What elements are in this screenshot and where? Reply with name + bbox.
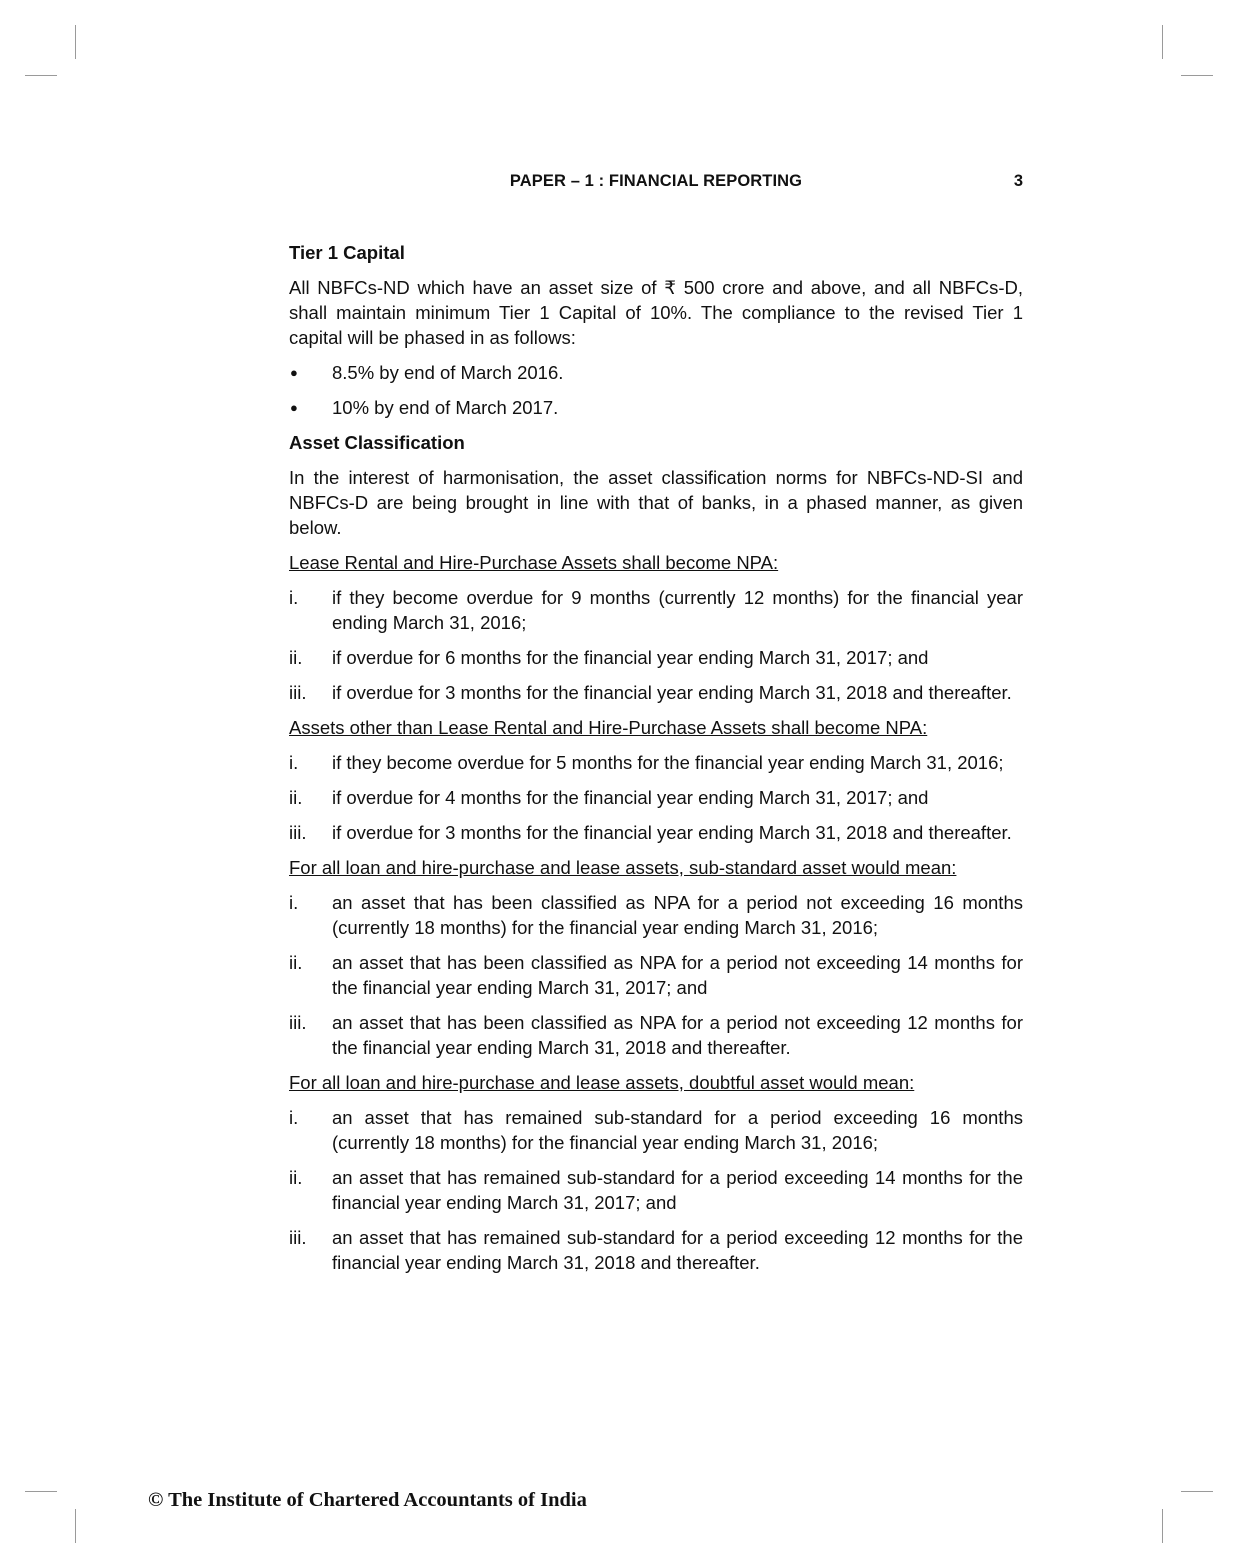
bullet-item [289,360,1023,385]
asset-classification-paragraph: In the interest of harmonisation, the asset classification norms for NBFCs-ND-SI and NBFCs-D are being brought in line with that of banks, in a phased manner, as given below. [289,467,1023,538]
crop-mark [75,25,76,59]
list-marker: ii. [289,952,303,973]
list-marker: i. [289,587,299,608]
list-item [289,950,1023,1000]
list-item [289,820,1023,845]
section-heading-asset-classification: Asset Classification [289,432,465,453]
crop-mark [25,75,57,76]
list-item [289,750,1023,775]
crop-mark [75,1509,76,1543]
bullet-item [289,395,1023,420]
bullet-text: 8.5% by end of March 2016. [332,362,564,383]
list-item-text: if overdue for 4 months for the financial year ending March 31, 2017; and [332,787,929,808]
page-body [289,240,1023,1285]
list-item-text: an asset that has remained sub-standard for a period exceeding 12 months for the financial year ending March 31, 2018 and thereafter. [332,1227,1023,1273]
list-item-text: if overdue for 3 months for the financial year ending March 31, 2018 and thereafter. [332,682,1012,703]
bullet-text: 10% by end of March 2017. [332,397,559,418]
list-item [289,1165,1023,1215]
list-item [289,1105,1023,1155]
list-item-text: an asset that has been classified as NPA for a period not exceeding 14 months for the financial year ending March 31, 2017; and [332,952,1023,998]
list-item-text: an asset that has remained sub-standard for a period exceeding 14 months for the financial year ending March 31, 2017; and [332,1167,1023,1213]
list-item-text: an asset that has remained sub-standard for a period exceeding 16 months (currently 18 months) for the financial year ending March 31, 2016; [332,1107,1023,1153]
list-item-text: an asset that has been classified as NPA for a period not exceeding 16 months (currently 18 months) for the financial year ending March 31, 2016; [332,892,1023,938]
list-item-text: if they become overdue for 9 months (currently 12 months) for the financial year ending March 31, 2016; [332,587,1023,633]
list-marker: ii. [289,647,303,668]
section-heading-tier1: Tier 1 Capital [289,242,405,263]
bullet-icon: ● [290,365,298,380]
crop-mark [1181,75,1213,76]
list-marker: i. [289,892,299,913]
subheading: Lease Rental and Hire-Purchase Assets shall become NPA: [289,552,779,573]
list-marker: ii. [289,787,303,808]
list-marker: ii. [289,1167,303,1188]
list-item [289,585,1023,635]
list-marker: i. [289,752,299,773]
list-marker: iii. [289,1012,307,1033]
subheading: For all loan and hire-purchase and lease assets, doubtful asset would mean: [289,1072,915,1093]
list-item-text: if overdue for 3 months for the financial year ending March 31, 2018 and thereafter. [332,822,1012,843]
crop-mark [1181,1491,1213,1492]
list-marker: iii. [289,1227,307,1248]
list-marker: i. [289,1107,299,1128]
tier1-paragraph: All NBFCs-ND which have an asset size of ₹ 500 crore and above, and all NBFCs-D, shall maintain minimum Tier 1 Capital of 10%. The compliance to the revised Tier 1 capital will be phased in as follows: [289,277,1023,348]
list-item [289,1225,1023,1275]
list-item [289,1010,1023,1060]
list-marker: iii. [289,682,307,703]
list-item-text: an asset that has been classified as NPA for a period not exceeding 12 months for the financial year ending March 31, 2018 and thereafter. [332,1012,1023,1058]
subheading: Assets other than Lease Rental and Hire-Purchase Assets shall become NPA: [289,717,928,738]
header-title: PAPER – 1 : FINANCIAL REPORTING [509,172,803,190]
running-header [289,172,1023,194]
list-item [289,890,1023,940]
page-number: 3 [1013,172,1023,190]
list-item [289,645,1023,670]
list-item [289,785,1023,810]
list-marker: iii. [289,822,307,843]
subheading: For all loan and hire-purchase and lease assets, sub-standard asset would mean: [289,857,957,878]
crop-mark [1162,25,1163,59]
bullet-icon: ● [290,400,298,415]
list-item-text: if overdue for 6 months for the financial year ending March 31, 2017; and [332,647,929,668]
footer-copyright: © The Institute of Chartered Accountants of India [148,1489,587,1511]
crop-mark [25,1491,57,1492]
list-item [289,680,1023,705]
crop-mark [1162,1509,1163,1543]
list-item-text: if they become overdue for 5 months for the financial year ending March 31, 2016; [332,752,1004,773]
